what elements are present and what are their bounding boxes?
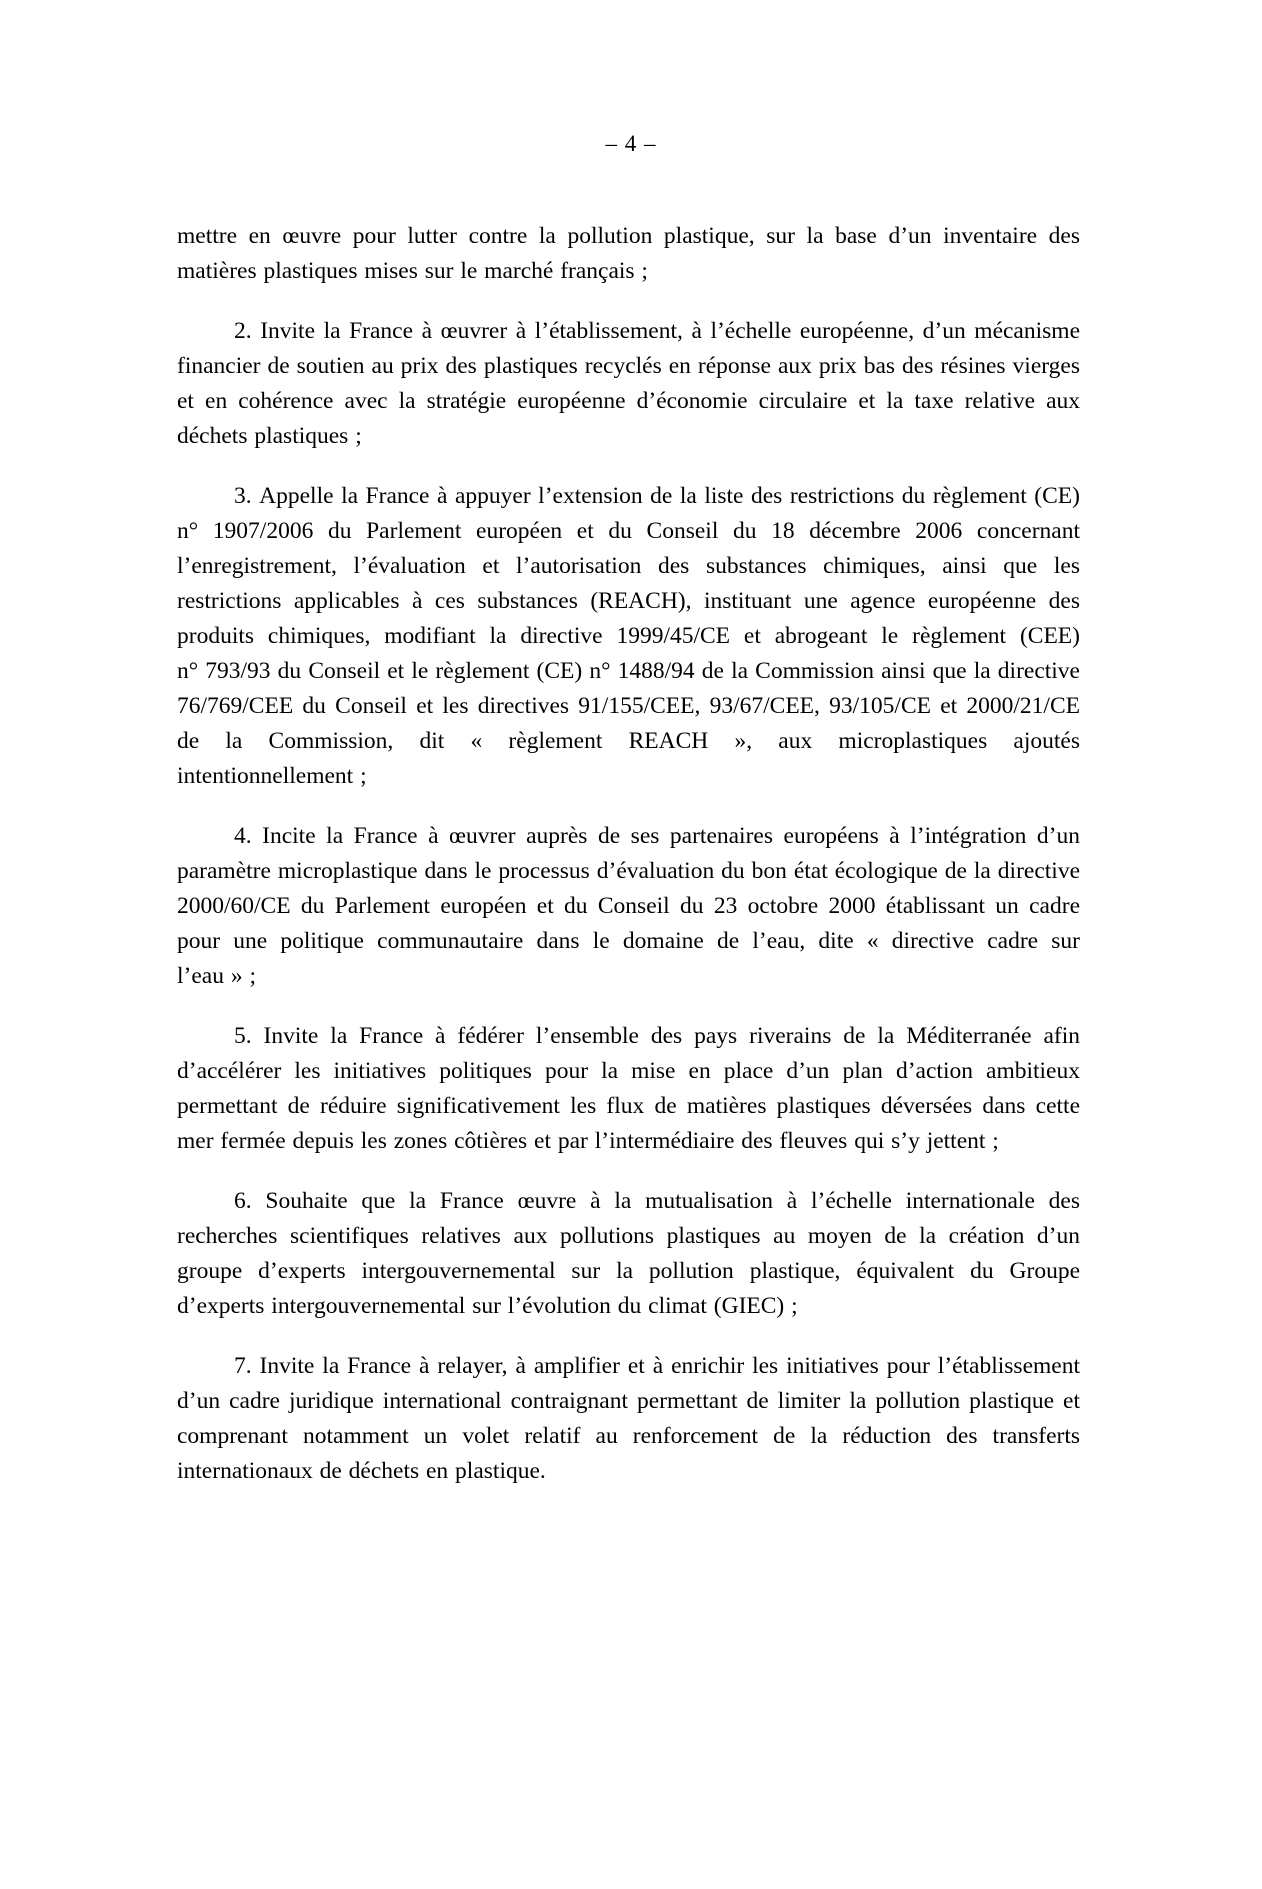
paragraph: 5. Invite la France à fédérer l’ensemble des pays riverains de la Méditerranée afin d’accélérer les initiatives politiques pour la mise en place d’un plan d’action ambitieux permettant de réduire significativement les flux de matières plastiques déversées dans cette mer fermée depuis les zones côtières et par l’intermédiaire des fleuves qui s’y jettent ;: [177, 1023, 1080, 1154]
paragraph: mettre en œuvre pour lutter contre la pollution plastique, sur la base d’un inventaire des matières plastiques mises sur le marché français ;: [177, 223, 1080, 284]
paragraph: 2. Invite la France à œuvrer à l’établissement, à l’échelle européenne, d’un mécanisme financier de soutien au prix des plastiques recyclés en réponse aux prix bas des résines vierges et en cohérence avec la stratégie européenne d’économie circulaire et la taxe relative aux déchets plastiques ;: [177, 318, 1080, 449]
page-number: – 4 –: [605, 131, 657, 156]
paragraph: 4. Incite la France à œuvrer auprès de ses partenaires européens à l’intégration d’un paramètre microplastique dans le processus d’évaluation du bon état écologique de la directive 2000/60/CE du Parlement européen et du Conseil du 23 octobre 2000 établissant un cadre pour une politique communautaire dans le domaine de l’eau, dite « directive cadre sur l’eau » ;: [177, 823, 1080, 989]
document-body: [177, 219, 1080, 1489]
paragraph: 3. Appelle la France à appuyer l’extension de la liste des restrictions du règlement (CE) n° 1907/2006 du Parlement européen et du Conseil du 18 décembre 2006 concernant l’enregistrement, l’évaluation et l’autorisation des substances chimiques, ainsi que les restrictions applicables à ces substances (REACH), instituant une agence européenne des produits chimiques, modifiant la directive 1999/45/CE et abrogeant le règlement (CEE) n° 793/93 du Conseil et le règlement (CE) n° 1488/94 de la Commission ainsi que la directive 76/769/CEE du Conseil et les directives 91/155/CEE, 93/67/CEE, 93/105/CE et 2000/21/CE de la Commission, dit « règlement REACH », aux microplastiques ajoutés intentionnellement ;: [177, 483, 1080, 789]
paragraph: 7. Invite la France à relayer, à amplifier et à enrichir les initiatives pour l’établissement d’un cadre juridique international contraignant permettant de limiter la pollution plastique et comprenant notamment un volet relatif au renforcement de la réduction des transferts internationaux de déchets en plastique.: [177, 1353, 1080, 1484]
paragraph: 6. Souhaite que la France œuvre à la mutualisation à l’échelle internationale des recherches scientifiques relatives aux pollutions plastiques au moyen de la création d’un groupe d’experts intergouvernemental sur la pollution plastique, équivalent du Groupe d’experts intergouvernemental sur l’évolution du climat (GIEC) ;: [177, 1188, 1080, 1319]
